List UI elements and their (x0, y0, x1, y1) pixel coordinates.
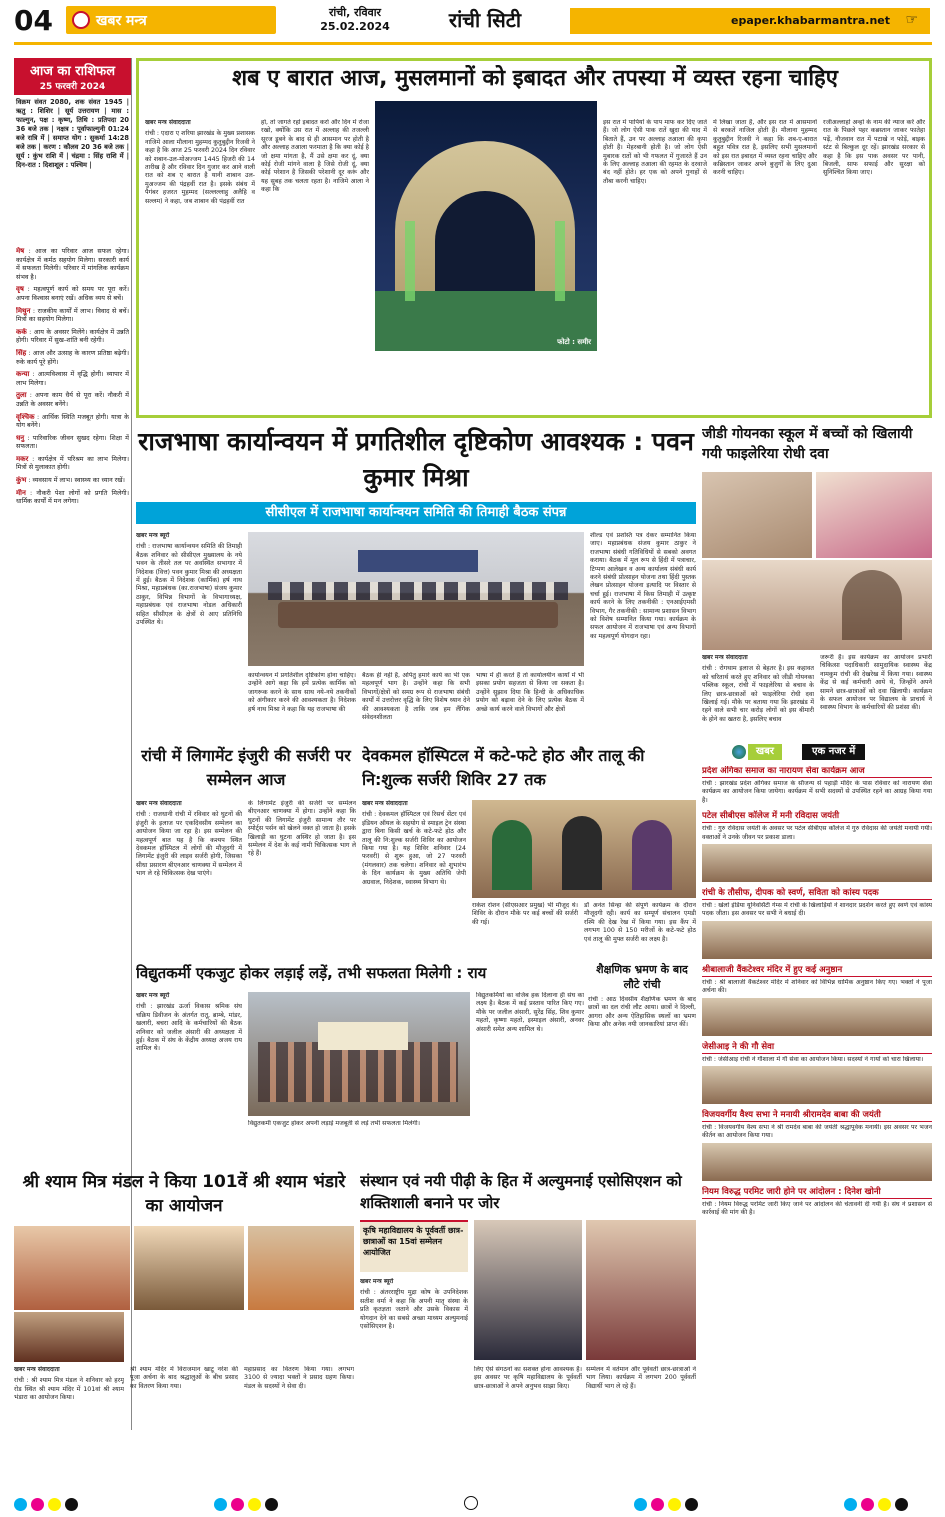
ek-nazar-list (702, 766, 932, 1430)
horoscope-sign-text: आय के अवसर मिलेंगे। कार्यक्षेत्र में उन्नति होगी। परिवार में सुख-शांति बनी रहेगी। (16, 327, 129, 345)
registration-target-icon (464, 1496, 478, 1510)
lead-col-1 (145, 119, 255, 409)
horoscope-sign-name: धनु (16, 433, 25, 442)
ligament-col-2: के लिगामेंट इंजुरी की सर्जरी पर सम्मेलन बीएनआर चाणक्या में होगा। उन्होंने कहा कि घुटनों की लिगामेंट इंजुरी सामान्य तौर पर स्पोर्ट्स पर्सन को खेलने वक्त हो जाता है। इसके खिलाड़ी का घुटना अस्थिर हो जाता है। इस सम्मेलन में देश के कई नामी चिकित्सक भाग ले रहे हैं। (248, 800, 356, 858)
devkamal-photo (472, 800, 696, 898)
ek-nazar-item (702, 811, 932, 882)
horoscope-sign-name: वृष (16, 285, 24, 294)
horoscope-sign-name: मेष (16, 247, 25, 255)
goenka-col-1-text: रांची : रोगथाम इलाज से बेहतर है। इस कहावत को चरितार्थ करते हुए शनिवार को जीडी गोयनका पब्लिक स्कूल, रांची में फाइलेरिया से बचाव के लिए छात्र-छात्राओं को फाइलेरिया रोधी दवा खिलाई गई। मौके पर बताया गया कि झारखंड में रहने वाले सभी चार करोड़ लोगों को इस बीमारी के होने का खतरा है, इसलिए बचाव (702, 665, 814, 723)
lead-photo-caption: फोटो : समीर (557, 338, 591, 346)
ek-nazar-header (702, 742, 932, 762)
vidyut-col-2: विद्युतकर्मियों का वजिब हक दिलाना ही संघ का लक्ष्य है। बैठक में कई प्रस्ताव पारित किए गए। मौके पर जलील अंसारी, सुरेंद्र सिंह, शिव कुमार महतो, कृष्णा महतो, इस्माइल अंसारी, अनवर अंसारी समेत अन्य शामिल थे। (476, 992, 584, 1033)
alumni-story (360, 1170, 696, 1430)
goenka-photo-right (816, 472, 932, 558)
ek-nazar-item-headline: रांची के तौसीफ, दीपक को स्वर्ण, सविता को कांस्य पदक (702, 888, 932, 900)
section-title: रांची सिटी (448, 8, 522, 32)
devkamal-dateline: खबर मन्त्र संवाददाता (362, 800, 408, 807)
lead-headline: शब ए बारात आज, मुसलमानों को इबादत और तपस्या में व्यस्त रहना चाहिए (232, 66, 838, 91)
ek-nazar-item-text: रांची : श्री बालाजी वैंकटेश्वर मंदिर में शनिवार को विभिन्न धार्मिक अनुष्ठान किए गए। भक्तों ने पूजा अर्चना की। (702, 978, 932, 995)
horoscope-sign: धनु : पारिवारिक जीवन सुखद रहेगा। शिक्षा में सफलता। (16, 433, 129, 451)
horoscope-sign-name: सिंह (16, 348, 27, 357)
horoscope-sign-text: कार्यक्षेत्र में परिश्रम का लाभ मिलेगा। मित्रों से मुलाकात होगी। (16, 454, 129, 472)
ek-nazar-item-text: रांची : खेलो इंडिया यूनिवर्सिटी गेम्स में रांची के खिलाड़ियों ने शानदार प्रदर्शन करते हुए स्वर्ण एवं कांस्य पदक जीता। इस अवसर पर सभी ने बधाई दी। (702, 902, 932, 918)
rajbhasha-col-3: बैठक ही नहीं है, अपितु हमारे कार्य का भी एक महत्वपूर्ण भाग है। उन्होंने कहा कि सभी विभागों/क्षेत्रों को समग्र रूप से राजभाषा संबंधी कार्यों में उत्तरोत्तर वृद्धि के लिए विशेष ध्यान देने की आवश्यकता है ताकि जब हम लैंगिक संवेदनशीलता (362, 672, 470, 722)
horoscope-sign-name: वृश्चिक (16, 412, 35, 421)
ligament-dateline: खबर मन्त्र संवाददाता (136, 800, 182, 807)
ek-nazar-item-photo (702, 844, 932, 882)
horoscope-sign-text: आत्मविश्वास में वृद्धि होगी। व्यापार में लाभ मिलेगा। (16, 370, 129, 387)
brand-logo-icon (72, 11, 90, 29)
horoscope-sign-text: आर्थिक स्थिति मजबूत होगी। यात्रा के योग बनेंगे। (16, 412, 129, 430)
goenka-col-1 (702, 654, 814, 736)
shyam-story (14, 1170, 354, 1430)
shyam-col-1 (14, 1366, 124, 1430)
ek-nazar-item (702, 965, 932, 1036)
brand-name: खबर मन्त्र (96, 13, 147, 29)
ek-nazar-item-headline: प्रदेश अंगिका समाज का नारायण सेवा कार्यक्रम आज (702, 766, 932, 778)
rajbhasha-headline: राजभाषा कार्यान्वयन में प्रगतिशील दृष्टिकोण आवश्यक : पवन कुमार मिश्रा (138, 427, 694, 492)
page-number: 04 (14, 4, 53, 37)
horoscope-sign: सिंह : आज और उत्साह के कारण प्रतिष्ठा बढ़ेगी। रुके कार्य पूरे होंगे। (16, 348, 129, 366)
shaikshanik-text: रांची : आठ दिवसीय शैक्षणिक भ्रमण के बाद छात्रों का दल रांची लौट आया। छात्रों ने दिल्ली, आगरा और अन्य ऐतिहासिक स्थलों का भ्रमण किया और अनेक नयी जानकारियां प्राप्त कीं। (588, 996, 696, 1029)
shyam-photo-2 (134, 1226, 244, 1310)
ek-nazar-item (702, 888, 932, 959)
ligament-story (136, 744, 356, 956)
masthead-date: 25.02.2024 (320, 20, 390, 33)
shaikshanik-story (588, 962, 696, 1162)
ek-nazar-item-photo (702, 998, 932, 1036)
vidyut-dateline: खबर मन्त्र ब्यूरो (136, 992, 170, 999)
alumni-col-1 (360, 1278, 468, 1430)
vidyut-photo (248, 992, 470, 1116)
vidyut-col-1-text: रांची : झारखंड ऊर्जा विकास श्रमिक संघ चक्रिय डिवीजन के अंतर्गत रातू, ब्राम्बे, मांडर, खलारी, बचरा आदि के कर्मचारियों की बैठक शनिवार को जलील अंसारी की अध्यक्षता में हुई। बैठक में संघ के केंद्रीय अध्यक्ष अजय राय शामिल थे। (136, 1003, 242, 1053)
vidyut-headline: विद्युतकर्मी एकजुट होकर लड़ाई लड़ें, तभी सफलता मिलेगी : राय (136, 964, 487, 982)
alumni-subhead: कृषि महाविद्यालय के पूर्ववर्ती छात्र-छात्राओं का 15वां सम्मेलन आयोजित (360, 1220, 468, 1272)
ek-nazar-item-headline: जेसीआइ ने की गौ सेवा (702, 1042, 932, 1054)
horoscope-sign: मकर : कार्यक्षेत्र में परिश्रम का लाभ मिलेगा। मित्रों से मुलाकात होगी। (16, 454, 129, 472)
panchang-text: विक्रम संवत 2080, शक संवत 1945 | ऋतु : शिशिर | सूर्य उत्तरायण | मास : फाल्गुन, पक्ष : कृष्ण, तिथि : प्रतिपदा 20 36 बजे तक | नक्षत्र : पूर्वाफाल्गुनी 01:24 बजे रात्रि में | समाप्त योग : सुकर्मा 14:28 बजे तक | करण : कौलव 20 36 बजे तक | सूर्य : कुंभ राशि में | चंद्रमा : सिंह राशि में | दिन-रात : दिशाशूल : पश्चिम | (16, 98, 129, 169)
horoscope-sign-text: व्यवसाय में लाभ। स्वास्थ्य का ध्यान रखें। (32, 476, 125, 485)
horoscope-date: 25 फरवरी 2024 (39, 82, 106, 92)
ek-nazar-item-text: रांची : नियम विरुद्ध परमिट जारी किए जाने पर आंदोलन की चेतावनी दी गयी है। संघ ने प्रशासन से कार्रवाई की मांग की है। (702, 1200, 932, 1217)
lead-dateline: खबर मन्त्र संवाददाता (145, 119, 191, 126)
alumni-photo-2 (586, 1220, 696, 1360)
horoscope-sign: वृश्चिक : आर्थिक स्थिति मजबूत होगी। यात्रा के योग बनेंगे। (16, 412, 129, 430)
lead-col-1-text: रांची : एदारा ए शरिया झारखंड के मुख्य प्रशासक नाजिमे आला मौलाना मुहम्मद कुतुबुद्दीन रिजवी ने कहा है कि आज 25 फरवरी 2024 दिन रविवार को शबान-उल-मोअज्जम 1445 हिजरी की 14 तारीख है और रविवार दिन गुजार कर आने वाली रात को शब ए बारात है यानी शाबान उल-मुअज्जम की पंद्रहवीं रात है। इसके संबंध में पैगंबर हजरत मुहम्मद (सल्लल्लाहु अलैहि व सल्लम) ने कहा, जब शाबान की पंद्रहवीं रात (145, 130, 255, 205)
rajbhasha-dateline: खबर मन्त्र ब्यूरो (136, 532, 170, 539)
horoscope-title: आज का राशिफल (29, 64, 116, 79)
ek-nazar-item-headline: पटेल सीबीएस कॉलेज में मनी रविदास जयंती (702, 811, 932, 823)
horoscope-sign: मिथुन : राजकीय कार्यों में लाभ। विवाद से बचें। मित्रों का सहयोग मिलेगा। (16, 306, 129, 324)
goenka-col-2: जरूरी है। इस कार्यक्रम का आयोजन प्रभारी चिकित्सा पदाधिकारी सामुदायिक स्वास्थ्य केंद्र नामकुम रांची की देखरेख में किया गया। स्वास्थ्य केंद्र से कई कर्मचारी आये थे, जिन्होंने अपने सामने छात्र-छात्राओं को दवा खिलायी। कार्यक्रम के सफल आयोजन पर विद्यालय के प्राचार्य ने स्वास्थ्य विभाग के कर्मचारियों की प्रशंसा की। (820, 654, 932, 712)
website-url[interactable]: epaper.khabarmantra.net (731, 14, 890, 27)
horoscope-sign-text: आज और उत्साह के कारण प्रतिष्ठा बढ़ेगी। रुके कार्य पूरे होंगे। (16, 348, 129, 366)
shyam-col-1-text: रांची : श्री श्याम मित्र मंडल ने शनिवार को हरमू रोड स्थित श्री श्याम मंदिर में 101वां श्री श्याम भंडारा का आयोजन किया। (14, 1377, 124, 1402)
ek-nazar-item-headline: नियम विरुद्ध परमिट जारी होने पर आंदोलन : दिनेश खोनी (702, 1187, 932, 1199)
ek-nazar-item (702, 1110, 932, 1181)
devkamal-col-1 (362, 800, 466, 956)
alumni-headline: संस्थान एवं नयी पीढ़ी के हित में अल्युमनाई एसोसिएशन को शक्तिशाली बनाने पर जोर (360, 1172, 682, 1212)
horoscope-sign-name: मकर (16, 454, 29, 463)
ligament-headline: रांची में लिगामेंट इंजुरी की सर्जरी पर सम्मेलन आज (141, 746, 351, 789)
masthead-city: रांची, रविवार (328, 6, 382, 19)
vidyut-caption: विद्युतकर्मी एकजुट होकर अपनी लड़ाई मजबूती से लड़ें तभी सफलता मिलेगी। (248, 1120, 420, 1127)
horoscope-title-box (14, 58, 131, 95)
ek-nazar-item-text: रांची : जेसीआइ रांची ने गौशाला में गौ सेवा का आयोजन किया। सदस्यों ने गायों को चारा खिलाया। (702, 1055, 924, 1063)
lead-photo-mosque (375, 101, 597, 351)
rajbhasha-story (136, 424, 696, 736)
horoscope-sign-text: महत्वपूर्ण कार्य को समय पर पूरा करें। अपना विश्वास बनाएं रखें। अधिक व्यय से बचें। (16, 285, 129, 302)
shyam-headline: श्री श्याम मित्र मंडल ने किया 101वें श्री श्याम भंडारे का आयोजन (22, 1172, 346, 1216)
shyam-photo-4 (14, 1312, 124, 1362)
ek-nazar-item-headline: श्रीबालाजी वैंकटेश्वर मंदिर में हुए कई अनुष्ठान (702, 965, 932, 977)
rajbhasha-subhead: सीसीएल में राजभाषा कार्यान्वयन समिति की तिमाही बैठक संपन्न (136, 502, 696, 524)
ek-nazar-item-text: रांची : झारखंड प्रदेश अंगिका समाज के सौजन्य से पहाड़ी मंदिर के पास रविवार को नारायण सेवा कार्यक्रम का आयोजन किया जायेगा। कार्यक्रम में सभी सदस्यों से उपस्थित रहने का आग्रह किया गया है। (702, 780, 932, 804)
ek-nazar-title: एक नजर में (802, 744, 865, 760)
horoscope-sign: मीन : नौकरी पेशा लोगों को प्रगति मिलेगी। धार्मिक कार्यों में मन लगेगा। (16, 488, 129, 506)
goenka-photo-bottom (702, 560, 932, 650)
shaikshanik-headline: शैक्षणिक भ्रमण के बाद लौटे रांची (596, 963, 688, 991)
horoscope-sign: कुंभ : व्यवसाय में लाभ। स्वास्थ्य का ध्यान रखें। (16, 476, 125, 485)
lead-col-2: हो, तो जागते रहो इबादत करो और दिन में रोजा रखो, क्योंकि उस रात में अल्लाह की तजल्ली सूरज डूबने के बाद से ही आसमान पर होती है और अल्लाह तआला फरमाता है कि क्या कोई है जो क्षमा मांगता है, मैं उसे क्षमा कर दूं, क्या कोई रोजी मांगने वाला है जिसे रोजी दूं, क्या कोई परेशान है जिसकी परेशानी दूर करूं और यह सुबह तक चलता रहता है। नाजिमे आला ने कहा कि (261, 119, 369, 194)
shyam-col-3: महाप्रसाद का वितरण किया गया। लगभग 3100 से ज्यादा भक्तों ने प्रसाद ग्रहण किया। मंडल के सदस्यों ने सेवा दी। (244, 1366, 354, 1390)
horoscope-sign: कर्क : आय के अवसर मिलेंगे। कार्यक्षेत्र में उन्नति होगी। परिवार में सुख-शांति बनी रहेगी। (16, 327, 129, 345)
goenka-photo-left (702, 472, 812, 558)
horoscope-sign-text: अपना काम धैर्य से पूरा करें। नौकरी में उन्नति के अवसर बनेंगे। (16, 391, 129, 408)
goenka-story (702, 424, 932, 736)
rajbhasha-col-5: शील्ड एवं प्रशस्ति पत्र देकर सम्मानित किया जाए। महाप्रबंधक संजय कुमार ठाकुर ने राजभाषा संबंधी गतिविधियों से सबको अवगत कराया। बैठक में मूल रूप से हिंदी में पत्राचार, टिप्पण आलेखन व अन्य कार्यालय संबंधी कार्य करने संबंधी प्रोत्साहन योजना तथा हिंदी पुस्तक लेखन प्रोत्साहन योजना इत्यादि पर विस्तार से चर्चा हुई। राजभाषा में किस तिमाही में उत्कृष्ट कार्य करने के लिए तकनीकी : एनआईएमसी विभाग, गैर तकनीकी : सामान्य प्रशासन विभाग को विशेष सम्मानित किया गया। कार्यक्रम के सफल आयोजन में राजभाषा एवं अन्य विभागों का महत्वपूर्ण योगदान रहा। (590, 532, 696, 640)
alumni-dateline: खबर मन्त्र ब्यूरो (360, 1278, 394, 1285)
rajbhasha-meeting-photo (248, 532, 584, 666)
horoscope-sign-text: राजकीय कार्यों में लाभ। विवाद से बचें। मित्रों का सहयोग मिलेगा। (16, 306, 129, 324)
horoscope-sign: वृष : महत्वपूर्ण कार्य को समय पर पूरा करें। अपना विश्वास बनाएं रखें। अधिक व्यय से बचें। (16, 285, 129, 302)
devkamal-headline: देवकमल हॉस्पिटल में कटे-फटे होठ और तालू की नि:शुल्क सर्जरी शिविर 27 तक (362, 746, 645, 789)
alumni-col-1-text: रांची : अंतरराष्ट्रीय मुद्रा कोष के उपनिदेशक सतीश वर्मा ने कहा कि अपनी मातृ संस्था के प्रति कृतज्ञता जताने और उसके विकास में योगदान देने का सबसे अच्छा माध्यम अल्युमनाई एसोसिएशन है। (360, 1289, 468, 1331)
ek-nazar-item-photo (702, 1066, 932, 1104)
shyam-col-2: श्री श्याम मंदिर में विराजमान खाटू नरेश की पूजा अर्चना के बाद श्रद्धालुओं के बीच प्रसाद का वितरण किया गया। (130, 1366, 238, 1390)
shyam-photo-1 (14, 1226, 130, 1310)
ligament-col-1 (136, 800, 242, 956)
horoscope-sign-name: मीन (16, 488, 26, 497)
rajbhasha-col-2: कार्यान्वयन में प्रगतिशील दृष्टिकोण होना चाहिए। उन्होंने आगे कहा कि हमें प्रत्येक कार्मिक को जागरूक करने के साथ साथ नये-नये तकनीकों को अंगीकार करने की आवश्यकता है। निदेशक हर्ष नाथ मिश्रा ने कहा कि यह राजभाषा की (248, 672, 356, 713)
globe-icon (732, 745, 746, 759)
horoscope-sign: कन्या : आत्मविश्वास में वृद्धि होगी। व्यापार में लाभ मिलेगा। (16, 370, 129, 387)
horoscope-sign-text: आज का परिवार आज सफल रहेगा। कार्यक्षेत्र में कर्मठ सहयोग मिलेगा। सरकारी कार्य में सफलता मिलेगी। परिवार में मांगलिक कार्यक्रम संभव है। (16, 247, 129, 281)
devkamal-caption: राकेश रोशन (सीएसआर प्रमुख) भी मौजूद थे। शिविर के दौरान मौके पर कई बच्चों की सर्जरी की गई। (472, 902, 578, 926)
lead-col-4: में लिखा जाता है, और इस रात में आसमानों से बरकतें नाजिल होती हैं। मौलाना मुहम्मद कुतुबुद्दीन रिजवी ने कहा कि शब-ए-बारात बहुत पवित्र रात है, इसलिए सभी मुसलमानों को इस रात इबादत में व्यस्त रहना चाहिए और कब्रिस्तान जाकर अपने बुजुर्गों के लिए दुआ करनी चाहिए। (713, 119, 817, 177)
horoscope-sign-name: कुंभ (16, 476, 27, 485)
rajbhasha-col-1-text: रांची : राजभाषा कार्यान्वयन समिति की तिमाही बैठक शनिवार को सीसीएल मुख्यालय के नये भवन के तीसरे तल पर अवस्थित सभागार में निदेशक (वित्त) पवन कुमार मिश्रा की अध्यक्षता में हुई। बैठक में निदेशक (कार्मिक) हर्ष नाथ मिश्रा, महाप्रबंधक (का.राजभाषा) संजय कुमार ठाकुर, विभिन्न विभागों के विभागाध्यक्ष, महाप्रबंधक एवं राजभाषा नोडल अधिकारी सहित सीसीएल के क्षेत्रों से आए प्रतिनिधि उपस्थित थे। (136, 543, 242, 627)
goenka-headline: जीडी गोयनका स्कूल में बच्चों को खिलायी गयी फाइलेरिया रोधी दवा (702, 426, 913, 462)
horoscope-sign-name: मिथुन (16, 306, 31, 315)
ek-nazar-item-text: रांची : विजयवर्गीय वैश्य सभा ने श्री रामदेव बाबा की जयंती श्रद्धापूर्वक मनायी। इस अवसर पर भजन कीर्तन का आयोजन किया गया। (702, 1124, 932, 1140)
ek-nazar-item-photo (702, 1143, 932, 1181)
ek-nazar-item (702, 1187, 932, 1218)
horoscope-sign: तुला : अपना काम धैर्य से पूरा करें। नौकरी में उन्नति के अवसर बनेंगे। (16, 391, 129, 408)
horoscope-sign-name: तुला (16, 391, 27, 400)
horoscope-sign: मेष : आज का परिवार आज सफल रहेगा। कार्यक्षेत्र में कर्मठ सहयोग मिलेगा। सरकारी कार्य में सफलता मिलेगी। परिवार में मांगलिक कार्यक्रम संभव है। (16, 247, 129, 281)
devkamal-story (362, 744, 696, 956)
masthead-city-date (305, 6, 405, 34)
lead-col-3: इस रात में पापियों के पाप माफ कर दिए जाते हैं। जो लोग ऐसी पाक रातें खुदा की याद में बिताते हैं, उन पर अल्लाह तआला की कृपा होती है। मेहरबानी होती है। जो लोग ऐसी मुबारक रातों को भी गफलत में गुजारते हैं उन के लिए अल्लाह तआला की रहमत के दरवाजे बंद नहीं होते। हर एक को अपने गुनाहों से तौबा करनी चाहिए। (603, 119, 707, 185)
alumni-col-2: लिए ऐसे संगठनों का सशक्त होना आवश्यक है। इस अवसर पर कृषि महाविद्यालय के पूर्ववर्ती छात्र-छात्राओं ने अपने अनुभव साझा किए। (474, 1366, 582, 1390)
rajbhasha-col-1 (136, 532, 242, 736)
horoscope-sign-name: कन्या (16, 370, 30, 379)
lead-col-5: रजीअल्लाहो अन्हो के नाम की न्याज करें और रात के पिछले पहर कब्रस्तान जाकर फातेहा पढ़ें, नौजवान रात में पटाखे न फोड़ें, बाइक स्टंट से बिल्कुल दूर रहें। झारखंड सरकार से कहा है कि इस पाक अवसर पर पानी, बिजली, साफ सफाई और सुरक्षा को सुनिश्चित किया जाए। (823, 119, 925, 177)
goenka-dateline: खबर मन्त्र संवाददाता (702, 654, 748, 661)
brand-badge (66, 6, 276, 34)
ligament-col-1-text: रांची : राजधानी रांची में रविवार को घुटनों की इंजुरी के इलाज पर एकदिवसीय सम्मेलन का आयोजन किया जा रहा है। इस सम्मेलन की महत्वपूर्ण बात यह है कि कश्यप स्थित देवकमल हॉस्पिटल में लोगों की मौजूदगी में लिगामेंट इंजुरी की लाइव सर्जरी होगी, जिसका सीधा प्रसारण बीएनआर चाणक्या में सम्मेलन में भाग ले रहे चिकित्सक देख पाएंगे। (136, 811, 242, 878)
footer-registration-marks (14, 1496, 932, 1512)
alumni-photo-1 (474, 1220, 582, 1360)
lead-story (136, 58, 932, 418)
ek-nazar-item (702, 1042, 932, 1104)
devkamal-col-2: डॉ अनंत सिन्हा की संपूर्ण कार्यक्रम के दौरान मौजूदगी रही। कार्य का सम्पूर्ण संचालन एमडी रश्मि की देख रेख में किया गया। इस कैंप में लगभग 100 से 150 मरीजों के कटे-फटे होठ एवं तालू की मुफ्त सर्जरी का लक्ष्य है। (584, 902, 696, 943)
ek-nazar-item (702, 766, 932, 805)
shyam-photo-3 (248, 1226, 354, 1310)
masthead (0, 0, 945, 52)
cursor-icon: ☞ (905, 12, 918, 28)
vidyut-col-1 (136, 992, 242, 1162)
masthead-divider (14, 42, 932, 45)
vidyut-story (136, 962, 584, 1162)
website-badge (570, 8, 930, 34)
ek-nazar-item-headline: विजयवर्गीय वैश्य सभा ने मनायी श्रीरामदेव बाबा की जयंती (702, 1110, 932, 1122)
ek-nazar-panel (702, 742, 932, 1430)
horoscope-sign-name: कर्क (16, 327, 27, 336)
alumni-col-3: सम्मेलन में वर्तमान और पूर्ववर्ती छात्र-छात्राओं ने भाग लिया। कार्यक्रम में लगभग 200 पूर्ववर्ती विद्यार्थी भाग ले रहे हैं। (586, 1366, 696, 1390)
horoscope-signs (14, 245, 131, 512)
ek-nazar-item-text: रांची : गुरु रविदास जयंती के अवसर पर पटेल सीबीएस कॉलेज में गुरु रविदास की जयंती मनायी गयी। वक्ताओं ने उनके जीवन पर प्रकाश डाला। (702, 825, 932, 841)
shyam-dateline: खबर मन्त्र संवाददाता (14, 1366, 60, 1373)
ek-nazar-item-photo (702, 921, 932, 959)
horoscope-sign-text: नौकरी पेशा लोगों को प्रगति मिलेगी। धार्मिक कार्यों में मन लगेगा। (16, 488, 129, 506)
devkamal-col-1-text: रांची : देवकमल हॉस्पिटल एवं रिसर्च सेंटर एवं इंडियन ऑयल के सहयोग से स्माइल ट्रेन संस्था द्वारा बिना किसी खर्च के कटे-फटे होठ और तालू की नि:शुल्क सर्जरी शिविर का आयोजन किया गया है। यह शिविर शनिवार (24 फरवरी) से शुरू हुआ, जो 27 फरवरी (मंगलवार) तक चलेगा। शनिवार को शुभारंभ के दिन कार्यक्रम के मुख्य अतिथि जेपी अग्रवाल, निदेशक, स्वास्थ्य विभाग थे। (362, 811, 466, 886)
horoscope-sign-text: पारिवारिक जीवन सुखद रहेगा। शिक्षा में सफलता। (16, 433, 129, 451)
ek-nazar-label: खबर (748, 744, 782, 760)
rajbhasha-col-4: भाषा में ही करते हैं तो कार्यालयीन कार्यों में भी इसका प्रयोग सहजता से किया जा सकता है। उन्होंने सुझाव दिया कि हिन्दी के अधिकाधिक प्रयोग को बढ़ावा देने के लिए प्रत्येक बैठक में अच्छे कार्य करने वाले विभागों और क्षेत्रों (476, 672, 584, 713)
